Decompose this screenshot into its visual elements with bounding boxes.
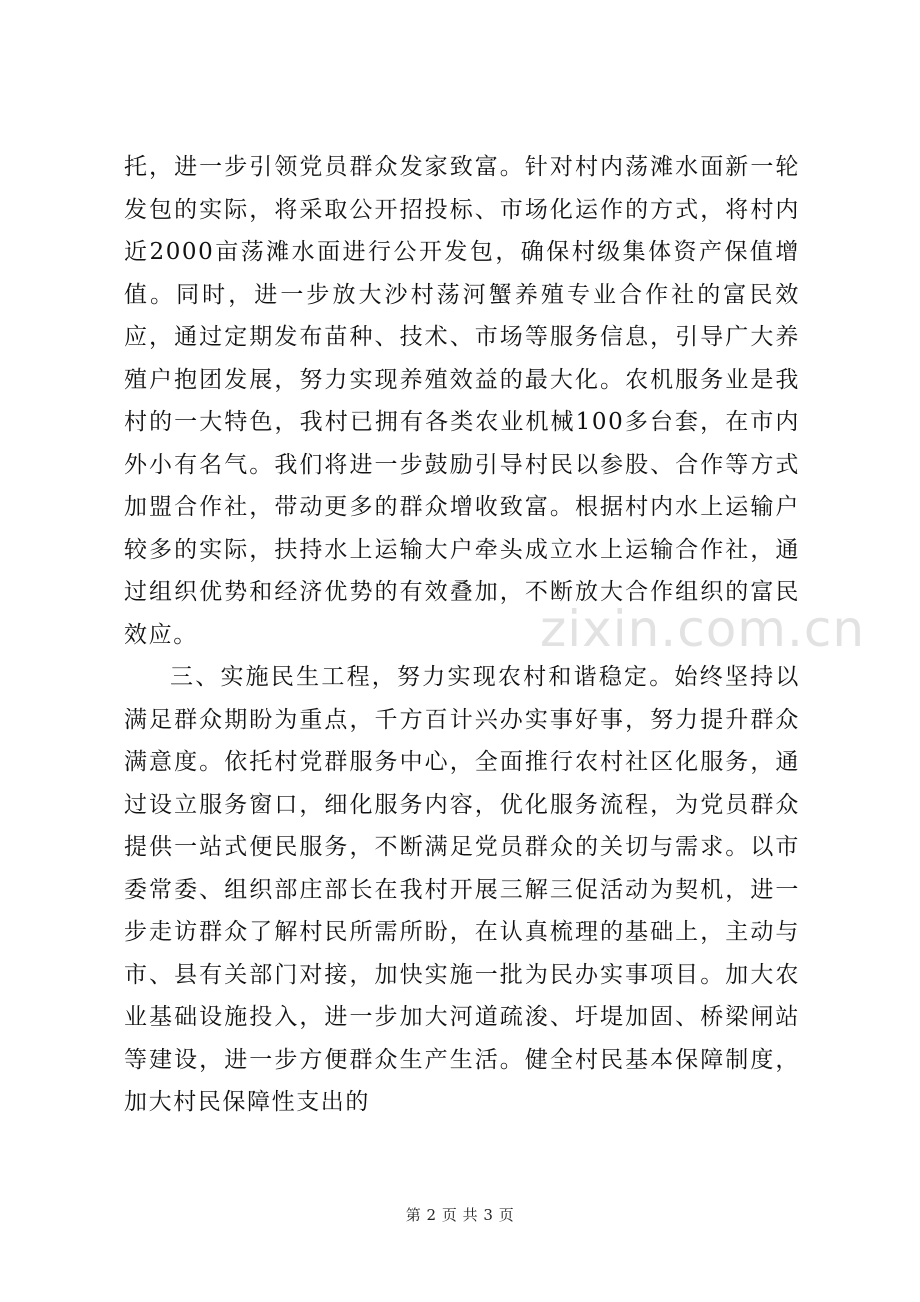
paragraph-p1: 托，进一步引领党员群众发家致富。针对村内荡滩水面新一轮发包的实际，将采取公开招投标、市场化运作的方式，将村内近2000亩荡滩水面进行公开发包，确保村级集体资产保值增值。同时，进一步放大沙村荡河蟹养殖专业合作社的富民效应，通过定期发布苗种、技术、市场等服务信息，引导广大养殖户抱团发展，努力实现养殖效益的最大化。农机服务业是我村的一大特色，我村已拥有各类农业机械100多台套，在市内外小有名气。我们将进一步鼓励引导村民以参股、合作等方式加盟合作社，带动更多的群众增收致富。根据村内水上运输户较多的实际，扶持水上运输大户牵头成立水上运输合作社，通过组织优势和经济优势的有效叠加，不断放大合作组织的富民效应。 [124, 154, 800, 648]
paragraph-p2: 三、实施民生工程，努力实现农村和谐稳定。始终坚持以满足群众期盼为重点，千方百计兴办实事好事，努力提升群众满意度。依托村党群服务中心，全面推行农村社区化服务，通过设立服务窗口，细化服务内容，优化服务流程，为党员群众提供一站式便民服务，不断满足党员群众的关切与需求。以市委常委、组织部庄部长在我村开展三解三促活动为契机，进一步走访群众了解村民所需所盼，在认真梳理的基础上，主动与市、县有关部门对接，加快实施一批为民办实事项目。加大农业基础设施投入，进一步加大河道疏浚、圩堤加固、桥梁闸站等建设，进一步方便群众生产生活。健全村民基本保障制度，加大村民保障性支出的 [124, 664, 800, 1115]
page-footer: 第 2 页 共 3 页 [405, 1206, 515, 1224]
watermark: zixin.com.cn [540, 600, 866, 658]
